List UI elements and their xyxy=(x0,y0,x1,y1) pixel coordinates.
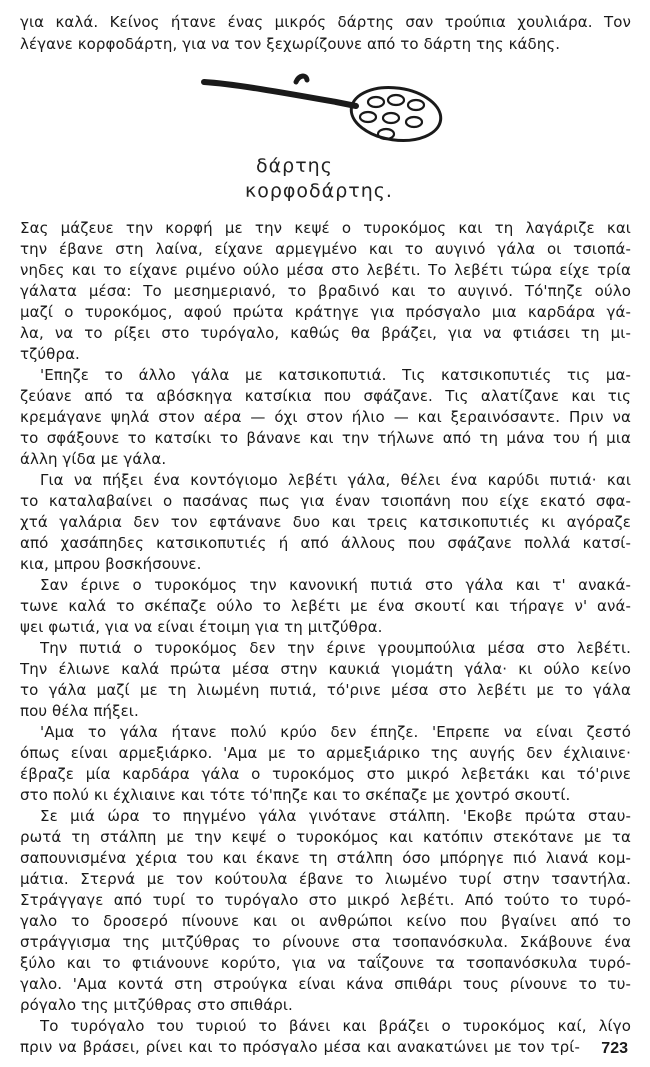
text-line: λα, να το ρίξει στο τυρόγαλο, καθώς θα βράζει, για να φτιάσει τη μι- xyxy=(20,324,631,342)
text-line: γάλατα μέσα: Το μεσημεριανό, το βραδινό και το αυγινό. Τό'πηζε ούλο xyxy=(20,282,631,300)
text-line: το γάλα μαζί με τη λιωμένη πυτιά, τό'ρινε μέσα στο λεβέτι με το γάλα xyxy=(20,681,631,699)
text-line: γαλο. 'Αμα κοντά στη στρούγκα είναι κάνα σπιθάρι τους ρίνουνε το τυ- xyxy=(20,975,631,993)
page-number: 723 xyxy=(601,1040,628,1057)
text-line: που θέλα πήξει. xyxy=(20,702,139,720)
caption-line-1: δάρτης xyxy=(256,155,333,177)
text-line: γαλο το δροσερό πίνουνε και οι ανθρώποι κείνο που βγαίνει από το xyxy=(20,912,631,930)
text-line: στράγγισμα της μιτζύθρας το ρίνουνε στα τσοπανόσκυλα. Σκάβουνε ένα xyxy=(20,933,631,951)
text-line: από χασάπηδες κατσικοπυτιές ή από άλλους που σφάζανε πολλά κατσί- xyxy=(20,534,631,552)
text-line: 'Επηζε το άλλο γάλα με κατσικοπυτιά. Τις κατσικοπυτιές τις μα- xyxy=(40,366,631,384)
text-line: ψει φωτιά, για να είναι έτοιμη για τη μιτζύθρα. xyxy=(20,618,383,636)
text-line: μαζί ο τυροκόμος, αφού πρώτα κράτηγε για πρόσγαλο μια καρδάρα γά- xyxy=(20,303,631,321)
text-line: ρόγαλο της μιτζύθρας στο σπιθάρι. xyxy=(20,996,293,1014)
text-line: άλλη γίδα με γάλα. xyxy=(20,450,167,468)
text-line: κια, μπρου βοσκήσουνε. xyxy=(20,555,202,573)
text-line: το σφάξουνε το κατσίκι το βάνανε και την τήλωνε από τη μάνα του ή μια xyxy=(20,429,631,447)
text-line: ξύλο και το φτιάνουνε κορύτο, για να ταΐζουνε τα τσοπανόσκυλα τυρό- xyxy=(20,954,631,972)
text-line: Την έλιωνε καλά πρώτα μέσα στην καυκιά γιομάτη γάλα· κι ούλο κείνο xyxy=(20,660,631,678)
skimmer-spoon-illustration xyxy=(196,72,466,152)
text-line: όπως είναι αρμεξιάρκο. 'Αμα με το αρμεξιάρικο της αυγής δεν έχλιαινε· xyxy=(20,744,631,762)
text-line: την έβανε στη λαίνα, είχανε αρμεγμένο και το αυγινό γάλα οι τσιοπά- xyxy=(20,240,631,258)
text-line: 'Αμα το γάλα ήτανε πολύ κρύο δεν έπηζε. 'Επρεπε να είναι ζεστό xyxy=(40,723,631,741)
text-line: στο πολύ κι έχλιαινε και τότε τό'πηζε και το σκέπαζε με χοντρό σκουτί. xyxy=(20,786,571,804)
text-line: Στράγγαγε από τυρί το τυρόγαλο στο μικρό λεβέτι. Από τούτο το τυρό- xyxy=(20,891,631,909)
text-line: έβραζε μία καρδάρα γάλα ο τυροκόμος στο μικρό λεβετάκι και τό'ρινε xyxy=(20,765,631,783)
text-line: Σαν έρινε ο τυροκόμος την κανονική πυτιά στο γάλα και τ' ανακά- xyxy=(40,576,631,594)
text-line: κρεμάγανε ψηλά στον αέρα — όχι στον ήλιο — και ξεραινόσαντε. Πριν να xyxy=(20,408,631,426)
text-line: για καλά. Κείνος ήτανε ένας μικρός δάρτης σαν τρούπια χουλιάρα. Τον xyxy=(20,13,631,31)
text-line: ρωτά τη στάλπη με την κεψέ ο τυροκόμος και κατόπιν στεκότανε με τα xyxy=(20,828,631,846)
text-line: Το τυρόγαλο του τυριού το βάνει και βράζει ο τυροκόμος καί, λίγο xyxy=(40,1017,631,1035)
text-line: σαπουνισμένα χέρια του και έκανε τη στάλπη όσο μπόρηγε πιό λιανά κομ- xyxy=(20,849,631,867)
text-line: ζεύανε από τα αβόσκηγα κατσίκια που σφάζανε. Τις αλατίζανε και τις xyxy=(20,387,631,405)
text-line: Σε μιά ώρα το πηγμένο γάλα γινότανε στάλπη. 'Εκοβε πρώτα σταυ- xyxy=(40,807,631,825)
text-line: πριν να βράσει, ρίνει και το πρόσγαλο μέσα και ανακατώνει με τον τρί- xyxy=(20,1038,580,1056)
text-line: λέγανε κορφοδάρτη, για να τον ξεχωρίζουνε από το δάρτη της κάδης. xyxy=(20,35,561,53)
text-line: το καταλαβαίνει ο πασάνας πως για έναν τσιοπάνη που είχε εκατό σφα- xyxy=(20,492,631,510)
text-line: μάτια. Στερνά με τον κούτουλα έβανε το λιωμένο τυρί στην τσαντήλα. xyxy=(20,870,631,888)
text-line: Για να πήξει ένα κοντόγιομο λεβέτι γάλα, θέλει ένα καρύδι πυτιά· και xyxy=(40,471,631,489)
spoon-drawing xyxy=(204,76,444,146)
caption-line-2: κορφοδάρτης. xyxy=(245,180,393,202)
text-line: νηδες και το είχανε ριμένο ούλο μέσα στο λεβέτι. Το λεβέτι τώρα είχε τρία xyxy=(20,261,631,279)
text-line: τωνε καλά το σκέπαζε ούλο το λεβέτι με ένα σκουτί και τήραγε ν' ανά- xyxy=(20,597,631,615)
text-line: χτά γαλάρια δεν τον εφτάνανε δυο και τρεις κατσικοπυτιές κι αγόραζε xyxy=(20,513,631,531)
text-line: Την πυτιά ο τυροκόμος δεν την έρινε γρουμπούλια μέσα στο λεβέτι. xyxy=(40,639,631,657)
text-line: τζύθρα. xyxy=(20,345,80,363)
text-line: Σας μάζευε την κορφή με την κεψέ ο τυροκόμος και τη λαγάριζε και xyxy=(20,219,631,237)
